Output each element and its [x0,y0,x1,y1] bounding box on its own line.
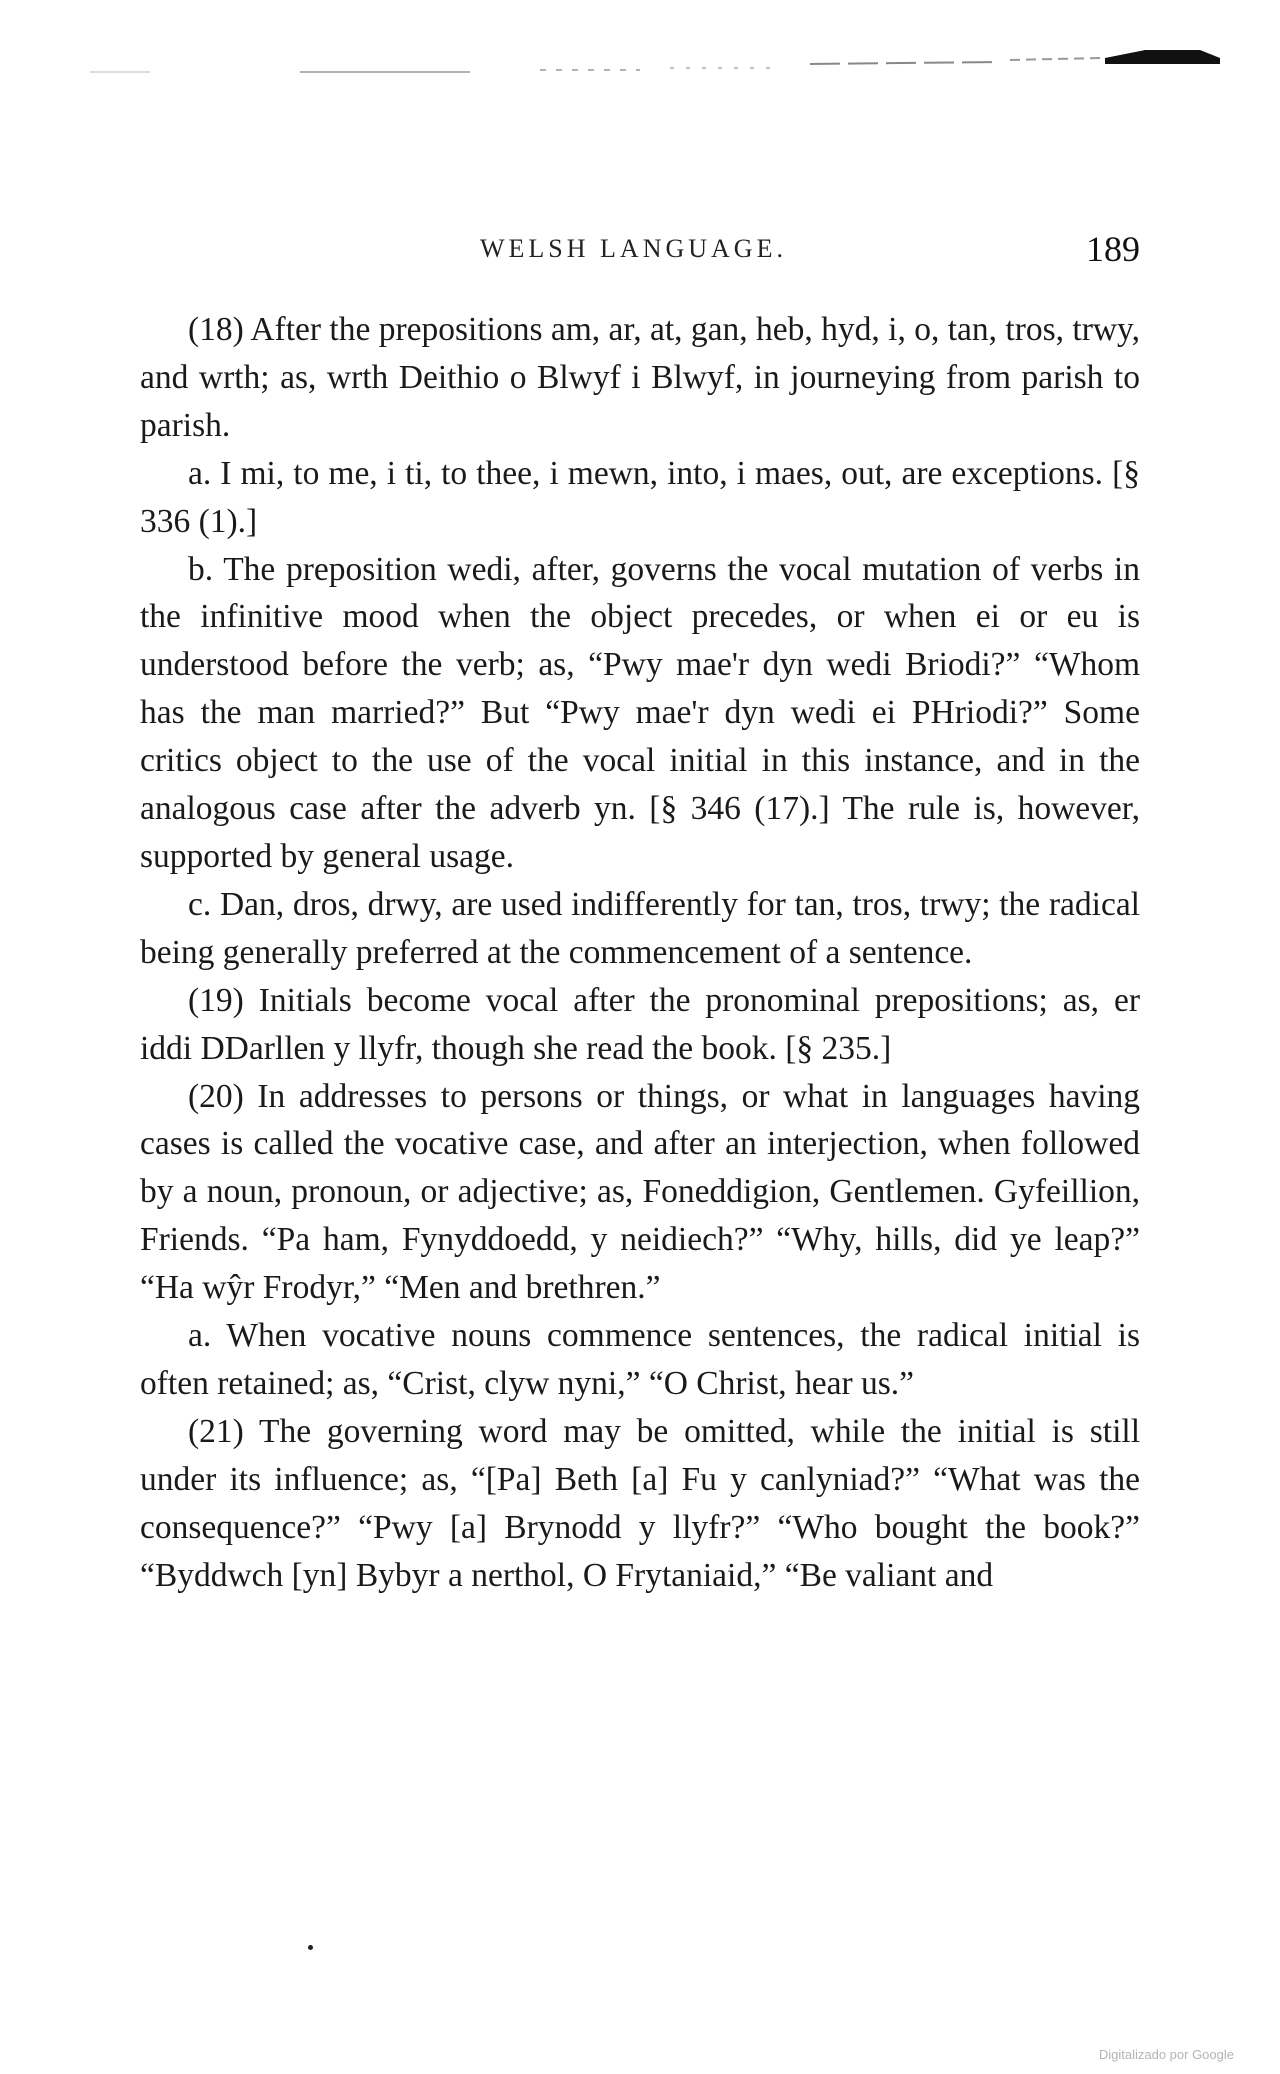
ink-speck [308,1945,313,1950]
paragraph-rule-18b: b. The preposition wedi, after, governs the vocal mutation of verbs in the infinitive mood when the object precedes, or when ei or eu is understood before the verb; as, “Pwy mae'r dyn wedi Briodi?” “Whom has the man married?” But “Pwy mae'r dyn wedi ei PHriodi?” Some critics object to the use of the vocal initial in this instance, and in the analogous case after the adverb yn. [§ 346 (17).] The rule is, however, supported by general usage. [140,550,1140,875]
paragraph-rule-20a: a. When vocative nouns commence sentences, the radical initial is often retained; as, “Crist, clyw nyni,” “O Christ, hear us.” [140,1317,1140,1402]
paragraph-rule-18c: c. Dan, dros, drwy, are used indifferently for tan, tros, trwy; the radical being generally preferred at the commencement of a sentence. [140,885,1140,971]
running-title: WELSH LANGUAGE. [480,234,787,263]
scan-edge-artifact [0,0,1280,90]
paragraph-rule-18a: a. I mi, to me, i ti, to thee, i mewn, into, i maes, out, are exceptions. [§ 336 (1).] [140,454,1140,540]
page-header [140,228,1140,278]
paragraph-rule-20: (20) In addresses to persons or things, or what in languages having cases is called the vocative case, and after an interjection, when followed by a noun, pronoun, or adjective; as, Foneddigion, Gentlemen. Gyfeillion, Friends. “Pa ham, Fynyddoedd, y neidiech?” “Why, hills, did ye leap?” “Ha wŷr Frodyr,” “Men and brethren.” [140,1077,1140,1307]
page-number: 189 [1086,229,1140,269]
paragraph-rule-18: (18) After the prepositions am, ar, at, gan, heb, hyd, i, o, tan, tros, trwy, and wrth; as, wrth Deithio o Blwyf i Blwyf, in journeying from parish to parish. [140,311,1140,444]
paragraph-rule-19: (19) Initials become vocal after the pronominal prepositions; as, er iddi DDarllen y llyfr, though she read the book. [§ 235.] [140,981,1140,1067]
body-text [140,306,1140,1599]
digitization-credit: Digitalizado por Google [1098,2047,1234,2062]
paragraph-rule-21: (21) The governing word may be omitted, while the initial is still under its influence; as, “[Pa] Beth [a] Fu y canlyniad?” “What was the consequence?” “Pwy [a] Brynodd y llyfr?” “Who bought the book?” “Byddwch [yn] Bybyr a nerthol, O Frytaniaid,” “Be valiant and [140,1412,1140,1594]
